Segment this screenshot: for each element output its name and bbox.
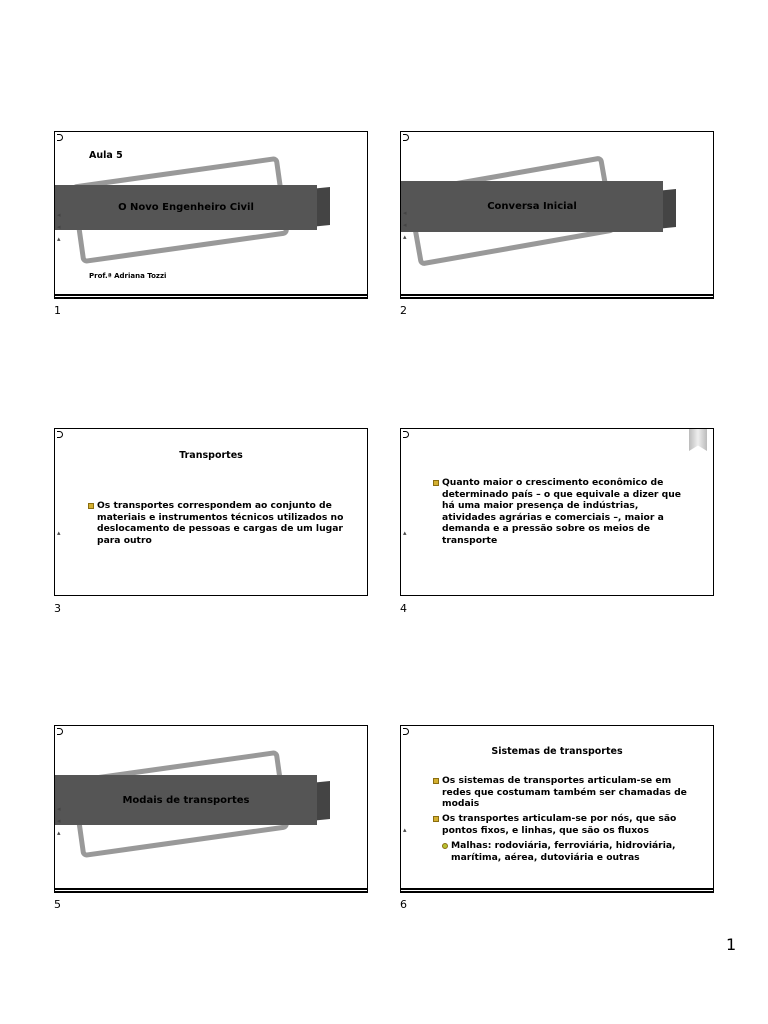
corner-mark bbox=[57, 431, 63, 438]
bookmark-icon bbox=[689, 429, 707, 451]
slide-4 bbox=[400, 428, 714, 596]
bottom-rule bbox=[55, 888, 367, 892]
slide-2-title: Conversa Inicial bbox=[487, 201, 577, 212]
slide-3 bbox=[54, 428, 368, 596]
side-mark: ◂ bbox=[57, 211, 61, 219]
bottom-rule bbox=[55, 294, 367, 298]
side-mark: ◂ bbox=[57, 805, 61, 813]
corner-mark bbox=[57, 728, 63, 735]
bullet-text: Os sistemas de transportes articulam-se em redes que costumam também ser chamadas de modais bbox=[442, 775, 687, 809]
slide-1-title-banner bbox=[55, 185, 317, 230]
side-mark: ◂ bbox=[403, 221, 407, 229]
slide-1-author: Prof.ª Adriana Tozzi bbox=[89, 272, 167, 280]
sub-bullet-icon bbox=[442, 843, 448, 849]
slide-1-number: 1 bbox=[54, 304, 61, 317]
slide-1-title: O Novo Engenheiro Civil bbox=[118, 202, 254, 213]
slide-5-title: Modais de transportes bbox=[122, 794, 250, 806]
side-mark: ▴ bbox=[403, 826, 407, 834]
slide-2 bbox=[400, 131, 714, 299]
slide-1-header: Aula 5 bbox=[89, 150, 123, 161]
slide-1 bbox=[54, 131, 368, 299]
bullet-icon bbox=[433, 778, 439, 784]
side-mark: ◂ bbox=[57, 817, 61, 825]
bullet-icon bbox=[433, 816, 439, 822]
slide-4-bullet bbox=[433, 477, 682, 546]
slide-5-number: 5 bbox=[54, 898, 61, 911]
bullet-icon bbox=[433, 480, 439, 486]
bullet-text: Os transportes correspondem ao conjunto de materiais e instrumentos técnicos utilizados no deslocamento de pessoas e cargas de um lugar para outro bbox=[97, 500, 344, 546]
slide-5-title-banner bbox=[55, 775, 317, 825]
corner-mark bbox=[57, 134, 63, 141]
bullet-text: Quanto maior o crescimento econômico de determinado país – o que equivale a dizer que há uma maior presença de indústrias, atividades agrárias e comerciais –, maior a demanda e a pressão sobre os meios de transporte bbox=[442, 477, 682, 546]
slide-3-bullet bbox=[88, 500, 347, 546]
bottom-rule bbox=[401, 294, 713, 298]
side-mark: ▴ bbox=[57, 235, 61, 243]
side-mark: ▴ bbox=[57, 829, 61, 837]
slide-6-bullet-1 bbox=[433, 775, 687, 810]
bottom-rule bbox=[401, 888, 713, 892]
corner-mark bbox=[403, 431, 409, 438]
slide-2-number: 2 bbox=[400, 304, 407, 317]
slide-6-number: 6 bbox=[400, 898, 407, 911]
slide-2-title-banner bbox=[401, 181, 663, 232]
page-number: 1 bbox=[726, 935, 737, 954]
bullet-icon bbox=[88, 503, 94, 509]
corner-mark bbox=[403, 134, 409, 141]
slide-4-number: 4 bbox=[400, 602, 407, 615]
corner-mark bbox=[403, 728, 409, 735]
side-mark: ▴ bbox=[403, 529, 407, 537]
side-mark: ▴ bbox=[403, 233, 407, 241]
slide-6 bbox=[400, 725, 714, 893]
side-mark: ◂ bbox=[57, 223, 61, 231]
slide-6-sub-bullet bbox=[442, 840, 691, 863]
side-mark: ▴ bbox=[57, 529, 61, 537]
slide-3-title: Transportes bbox=[179, 450, 243, 461]
slide-3-number: 3 bbox=[54, 602, 61, 615]
side-mark: ◂ bbox=[403, 209, 407, 217]
bullet-text: Malhas: rodoviária, ferroviária, hidroviária, marítima, aérea, dutoviária e outras bbox=[451, 840, 676, 863]
slide-6-bullet-2 bbox=[433, 813, 687, 836]
slide-6-title: Sistemas de transportes bbox=[491, 746, 623, 757]
bullet-text: Os transportes articulam-se por nós, que são pontos fixos, e linhas, que são os fluxos bbox=[442, 813, 677, 836]
slide-5 bbox=[54, 725, 368, 893]
